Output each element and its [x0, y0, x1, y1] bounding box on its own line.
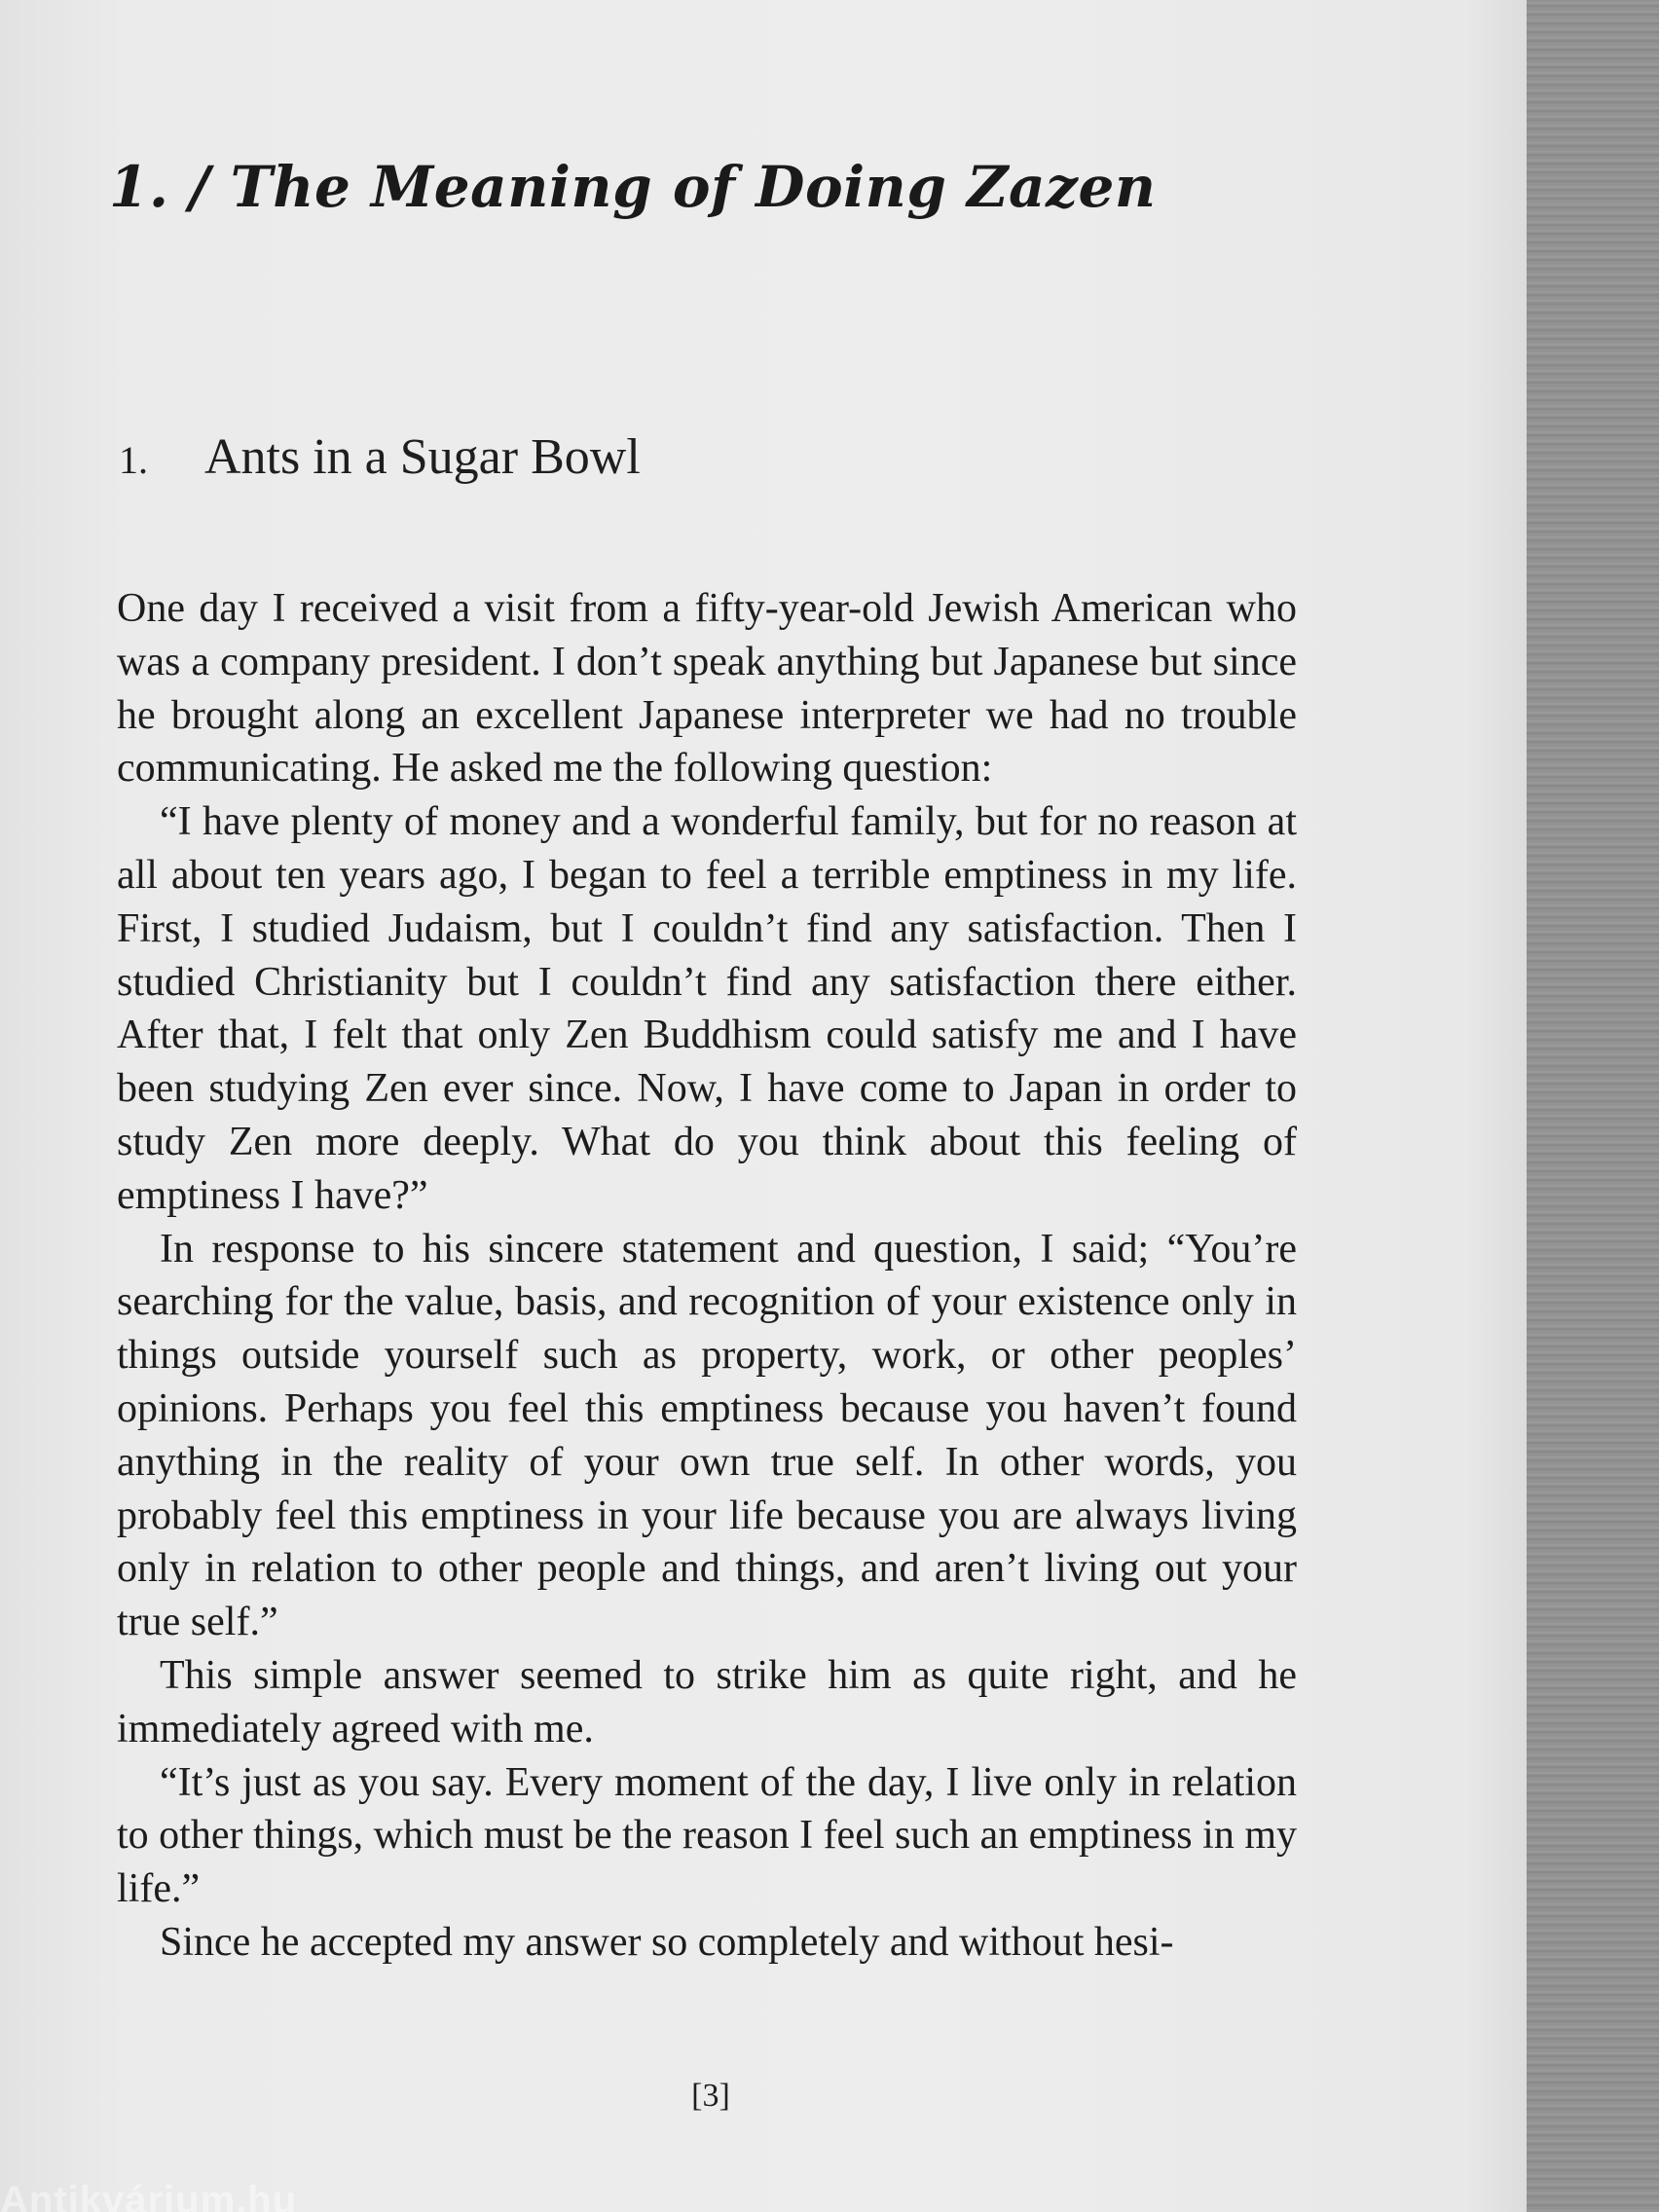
paragraph: One day I received a visit from a fifty-year-old Jewish American who was a company president. I don’t speak anything but Japanese but since he brought along an excellent Japanese interpreter we had no trouble communicating. He asked me the following question:: [117, 586, 1297, 792]
body-text: [117, 582, 1297, 1970]
page-stack-edge: [1527, 0, 1659, 2212]
paragraph: In response to his sincere statement and question, I said; “You’re searching for the value, basis, and recognition of your existence only in things outside yourself such as property, work, or other peoples’ opinions. Perhaps you feel this emptiness because you haven’t found anything in the reality of your own true self. In other words, you probably feel this emptiness in your life because you are always living only in relation to other people and things, and aren’t living out your true self.”: [117, 1226, 1297, 1645]
section-title: Ants in a Sugar Bowl: [204, 429, 641, 485]
watermark: Antikvárium.hu: [0, 2179, 298, 2212]
paragraph: “I have plenty of money and a wonderful family, but for no reason at all about ten years ago, I began to feel a terrible emptiness in my life. First, I studied Judaism, but I couldn’t find any satisfaction. Then I studied Christianity but I couldn’t find any satisfaction there either. After that, I felt that only Zen Buddhism could satisfy me and I have been studying Zen ever since. Now, I have come to Japan in order to study Zen more deeply. What do you think about this feeling of emptiness I have?”: [117, 799, 1297, 1218]
paragraph: This simple answer seemed to strike him as quite right, and he immediately agreed with me.: [117, 1652, 1297, 1751]
chapter-title: 1. / The Meaning of Doing Zazen: [109, 154, 1157, 220]
page-number: [3]: [691, 2078, 730, 2114]
paragraph: Since he accepted my answer so completely and without hesi-: [160, 1919, 1174, 1965]
section-number: 1.: [119, 438, 148, 482]
section-heading: [119, 428, 641, 486]
paragraph: “It’s just as you say. Every moment of the day, I live only in relation to other things, which must be the reason I feel such an emptiness in my life.”: [117, 1759, 1297, 1912]
